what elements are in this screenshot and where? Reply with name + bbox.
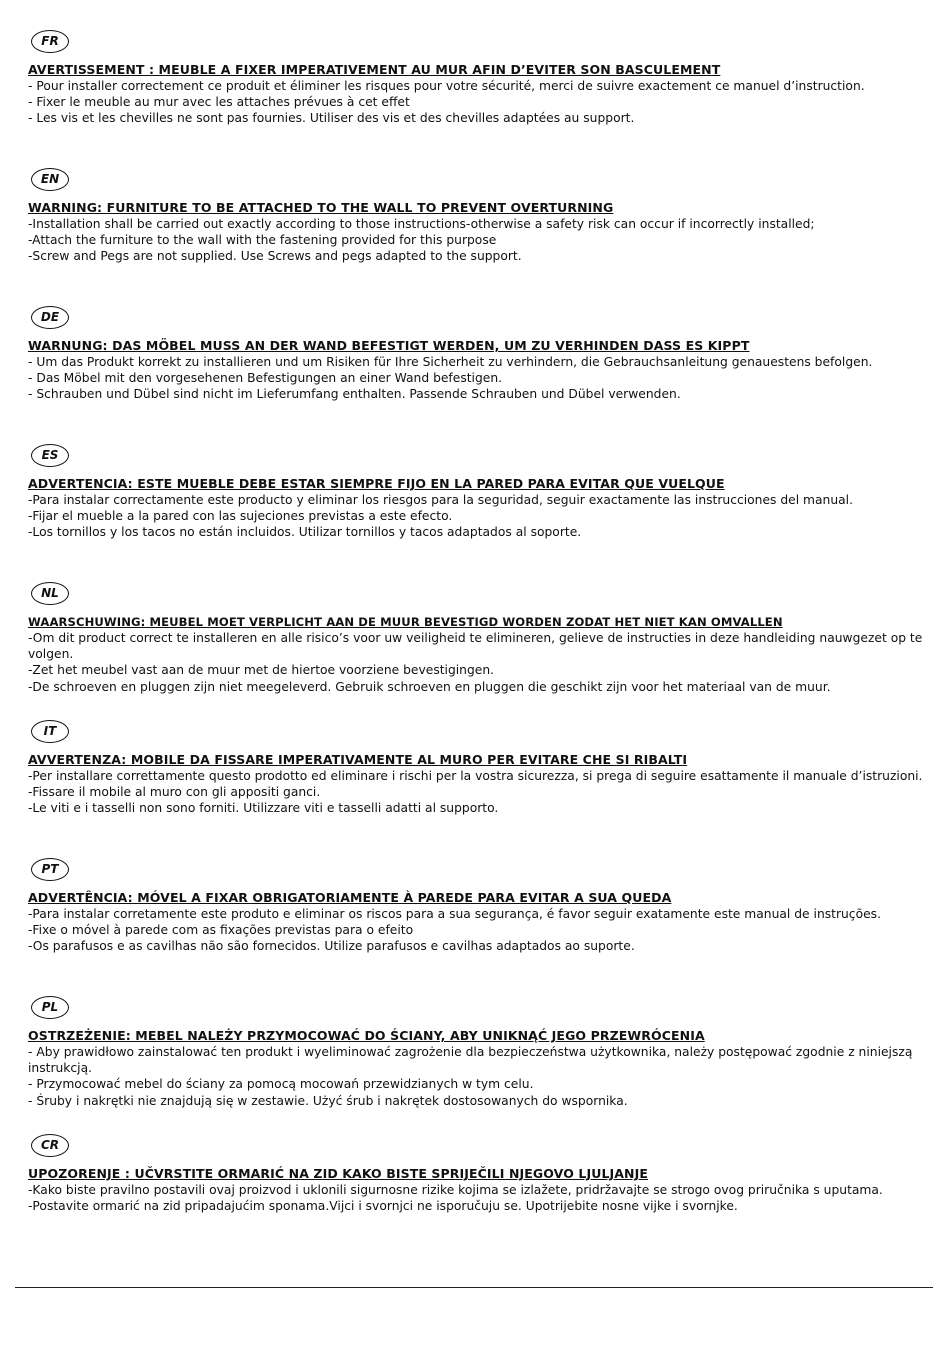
instruction-line: -Om dit product correct te installeren en alle risico’s voor uw veiligheid te elimineren, gelieve de instructies in deze handleiding nauwgezet op te volgen. xyxy=(28,631,923,662)
instruction-line: -Fixe o móvel à parede com as fixações previstas para o efeito xyxy=(28,923,414,938)
section-heading: UPOZORENJE : UČVRSTITE ORMARIĆ NA ZID KAKO BISTE SPRIJEČILI NJEGOVO LJULJANJE xyxy=(28,1166,648,1181)
language-badge: DE xyxy=(31,306,69,329)
instruction-line: -Para instalar correctamente este producto y eliminar los riesgos para la seguridad, seguir exactamente las instrucciones del manual. xyxy=(28,493,853,507)
section-it xyxy=(28,720,946,858)
instruction-line: -Installation shall be carried out exactly according to those instructions-otherwise a safety risk can occur if incorrectly installed; xyxy=(28,217,815,231)
section-heading: OSTRZEŻENIE: MEBEL NALEŻY PRZYMOCOWAĆ DO ŚCIANY, ABY UNIKNĄĆ JEGO PRZEWRÓCENIA xyxy=(28,1028,705,1043)
language-badge: PL xyxy=(31,996,69,1019)
section-heading: ADVERTENCIA: ESTE MUEBLE DEBE ESTAR SIEMPRE FIJO EN LA PARED PARA EVITAR QUE VUELQUE xyxy=(28,476,725,491)
section-body xyxy=(28,768,946,817)
section-body xyxy=(28,354,946,403)
section-body xyxy=(28,630,946,695)
instruction-line: -Le viti e i tasselli non sono forniti. Utilizzare viti e tasselli adatti al supporto. xyxy=(28,801,499,816)
instruction-line: -Para instalar corretamente este produto e eliminar os riscos para a sua segurança, é favor seguir exatamente este manual de instruções. xyxy=(28,907,881,921)
instruction-line: - Schrauben und Dübel sind nicht im Lieferumfang enthalten. Passende Schrauben und Dübel verwenden. xyxy=(28,387,681,402)
language-badge: IT xyxy=(31,720,69,743)
language-badge: EN xyxy=(31,168,69,191)
warning-document xyxy=(28,30,946,1272)
section-body xyxy=(28,1182,946,1214)
section-heading: WARNUNG: DAS MÖBEL MUSS AN DER WAND BEFESTIGT WERDEN, UM ZU VERHINDEN DASS ES KIPPT xyxy=(28,338,750,353)
section-heading: WAARSCHUWING: MEUBEL MOET VERPLICHT AAN DE MUUR BEVESTIGD WORDEN ZODAT HET NIET KAN OMVALLEN xyxy=(28,615,783,629)
section-body xyxy=(28,492,946,541)
language-badge: ES xyxy=(31,444,69,467)
section-pt xyxy=(28,858,946,996)
instruction-line: - Fixer le meuble au mur avec les attaches prévues à cet effet xyxy=(28,95,410,110)
section-heading: AVVERTENZA: MOBILE DA FISSARE IMPERATIVAMENTE AL MURO PER EVITARE CHE SI RIBALTI xyxy=(28,752,688,767)
instruction-line: -Zet het meubel vast aan de muur met de hiertoe voorziene bevestigingen. xyxy=(28,663,495,678)
language-badge: FR xyxy=(31,30,69,53)
section-cr xyxy=(28,1134,946,1272)
section-es xyxy=(28,444,946,582)
instruction-line: -De schroeven en pluggen zijn niet meegeleverd. Gebruik schroeven en pluggen die geschikt zijn voor het materiaal van de muur. xyxy=(28,679,831,694)
section-body xyxy=(28,1044,946,1109)
instruction-line: - Les vis et les chevilles ne sont pas fournies. Utiliser des vis et des chevilles adaptées au support. xyxy=(28,111,635,126)
instruction-line: -Attach the furniture to the wall with the fastening provided for this purpose xyxy=(28,233,497,248)
bottom-divider xyxy=(15,1287,933,1288)
section-heading: WARNING: FURNITURE TO BE ATTACHED TO THE WALL TO PREVENT OVERTURNING xyxy=(28,200,614,215)
instruction-line: -Los tornillos y los tacos no están incluidos. Utilizar tornillos y tacos adaptados al soporte. xyxy=(28,525,582,540)
section-en xyxy=(28,168,946,306)
instruction-line: - Pour installer correctement ce produit et éliminer les risques pour votre sécurité, merci de suivre exactement ce manuel d’instruction. xyxy=(28,79,865,93)
instruction-line: -Postavite ormarić na zid pripadajućim sponama.Vijci i svornjci ne isporučuju se. Upotrijebite nosne vijke i svornjke. xyxy=(28,1199,738,1214)
instruction-line: -Per installare correttamente questo prodotto ed eliminare i rischi per la vostra sicurezza, si prega di seguire esattamente il manuale d’istruzioni. xyxy=(28,769,923,783)
section-pl xyxy=(28,996,946,1134)
language-badge: NL xyxy=(31,582,69,605)
section-de xyxy=(28,306,946,444)
instruction-line: - Śruby i nakrętki nie znajdują się w zestawie. Użyć śrub i nakrętek dostosowanych do wspornika. xyxy=(28,1093,628,1108)
section-heading: ADVERTÊNCIA: MÓVEL A FIXAR OBRIGATORIAMENTE À PAREDE PARA EVITAR A SUA QUEDA xyxy=(28,890,672,905)
instruction-line: - Przymocować mebel do ściany za pomocą mocowań przewidzianych w tym celu. xyxy=(28,1077,534,1092)
instruction-line: -Fissare il mobile al muro con gli appositi ganci. xyxy=(28,785,321,800)
instruction-line: - Aby prawidłowo zainstalować ten produkt i wyeliminować zagrożenie dla bezpieczeństwa użytkownika, należy postępować zgodnie z niniejszą instrukcją. xyxy=(28,1045,913,1076)
instruction-line: -Os parafusos e as cavilhas não são fornecidos. Utilize parafusos e cavilhas adaptados ao suporte. xyxy=(28,939,635,954)
language-badge: CR xyxy=(31,1134,69,1157)
instruction-line: - Um das Produkt korrekt zu installieren und um Risiken für Ihre Sicherheit zu verhindern, die Gebrauchsanleitung genauestens befolgen. xyxy=(28,355,873,369)
instruction-line: -Screw and Pegs are not supplied. Use Screws and pegs adapted to the support. xyxy=(28,249,522,264)
section-body xyxy=(28,906,946,955)
instruction-line: -Fijar el mueble a la pared con las sujeciones previstas a este efecto. xyxy=(28,509,453,524)
section-body xyxy=(28,216,946,265)
instruction-line: -Kako biste pravilno postavili ovaj proizvod i uklonili sigurnosne rizike kojima se izlažete, pridržavajte se strogo ovog priručnika s uputama. xyxy=(28,1183,883,1197)
section-heading: AVERTISSEMENT : MEUBLE A FIXER IMPERATIVEMENT AU MUR AFIN D’EVITER SON BASCULEMENT xyxy=(28,62,721,77)
section-fr xyxy=(28,30,946,168)
section-body xyxy=(28,78,946,127)
language-badge: PT xyxy=(31,858,69,881)
instruction-line: - Das Möbel mit den vorgesehenen Befestigungen an einer Wand befestigen. xyxy=(28,371,503,386)
section-nl xyxy=(28,582,946,720)
